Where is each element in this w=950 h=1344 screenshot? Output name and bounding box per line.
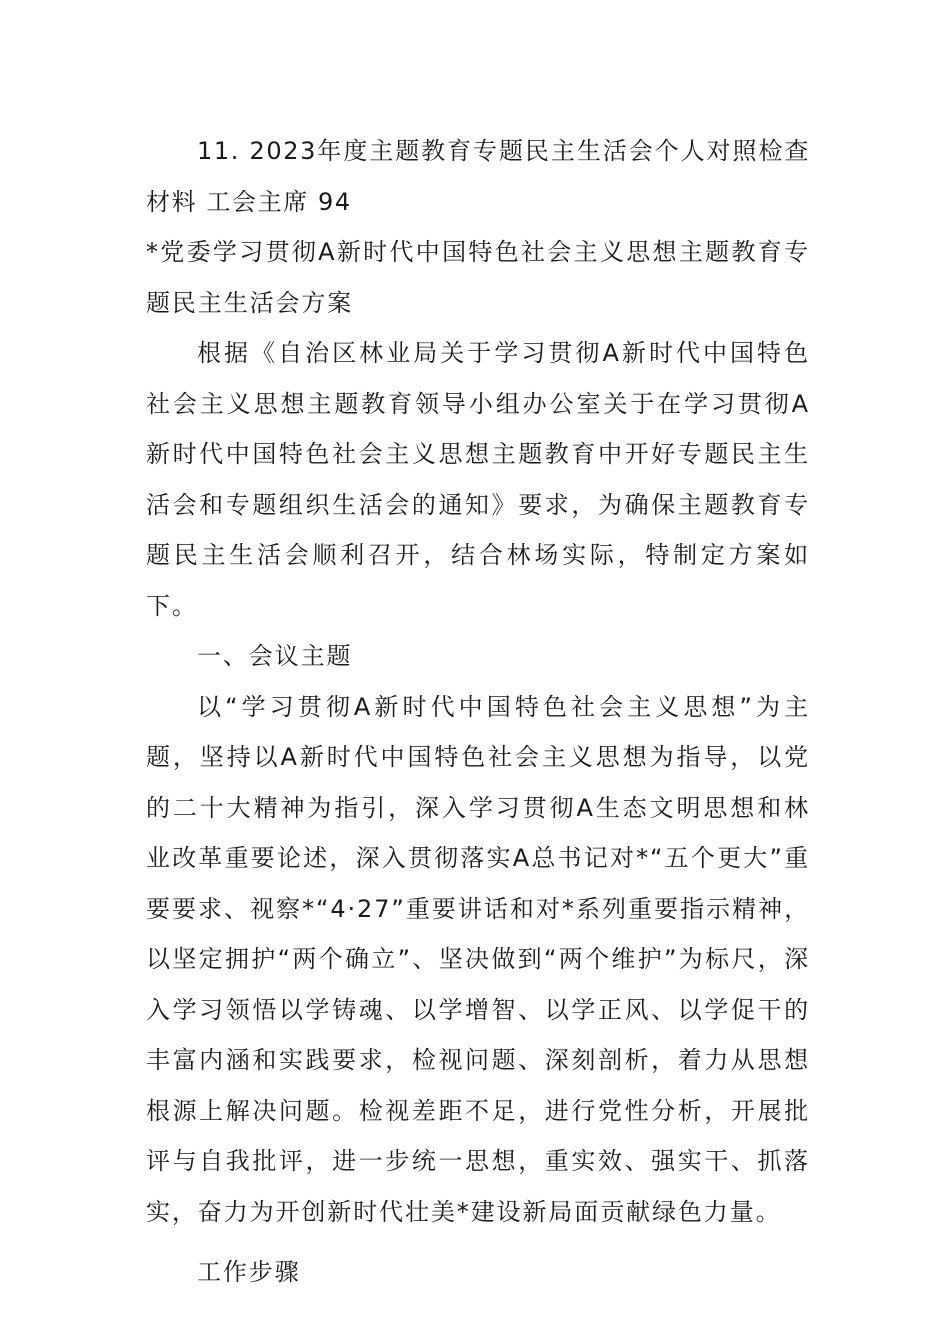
section-heading-meeting-theme: 一、会议主题 — [197, 642, 353, 670]
meeting-theme-paragraph: 以“学习贯彻A新时代中国特色社会主义思想”为主题，坚持以A新时代中国特色社会主义思想为指导，以党的二十大精神为指引，深入学习贯彻A生态文明思想和林业改革重要论述，深入贯彻落实A总书记对*“五个更大”重要要求、视察*“4·27”重要讲话和对*系列重要指示精神，以坚定拥护“两个确立”、坚决做到“两个维护”为标尺，深入学习领悟以学铸魂、以学增智、以学正风、以学促干的丰富内涵和实践要求，检视问题、深刻剖析，着力从思想根源上解决问题。检视差距不足，进行党性分析，开展批评与自我批评，进一步统一思想，重实效、强实干、抓落实，奋力为开创新时代壮美*建设新局面贡献绿色力量。 — [146, 692, 810, 1226]
intro-paragraph: 根据《自治区林业局关于学习贯彻A新时代中国特色社会主义思想主题教育领导小组办公室关于在学习贯彻A新时代中国特色社会主义思想主题教育中开好专题民主生活会和专题组织生活会的通知》要求，为确保主题教育专题民主生活会顺利召开，结合林场实际，特制定方案如下。 — [146, 339, 810, 620]
document-title: 11. 2023年度主题教育专题民主生活会个人对照检查材料 工会主席 94 — [146, 137, 810, 216]
section-heading-work-steps: 工作步骤 — [197, 1258, 301, 1286]
document-body — [146, 126, 810, 1298]
document-subtitle: *党委学习贯彻A新时代中国特色社会主义思想主题教育专题民主生活会方案 — [146, 238, 810, 317]
